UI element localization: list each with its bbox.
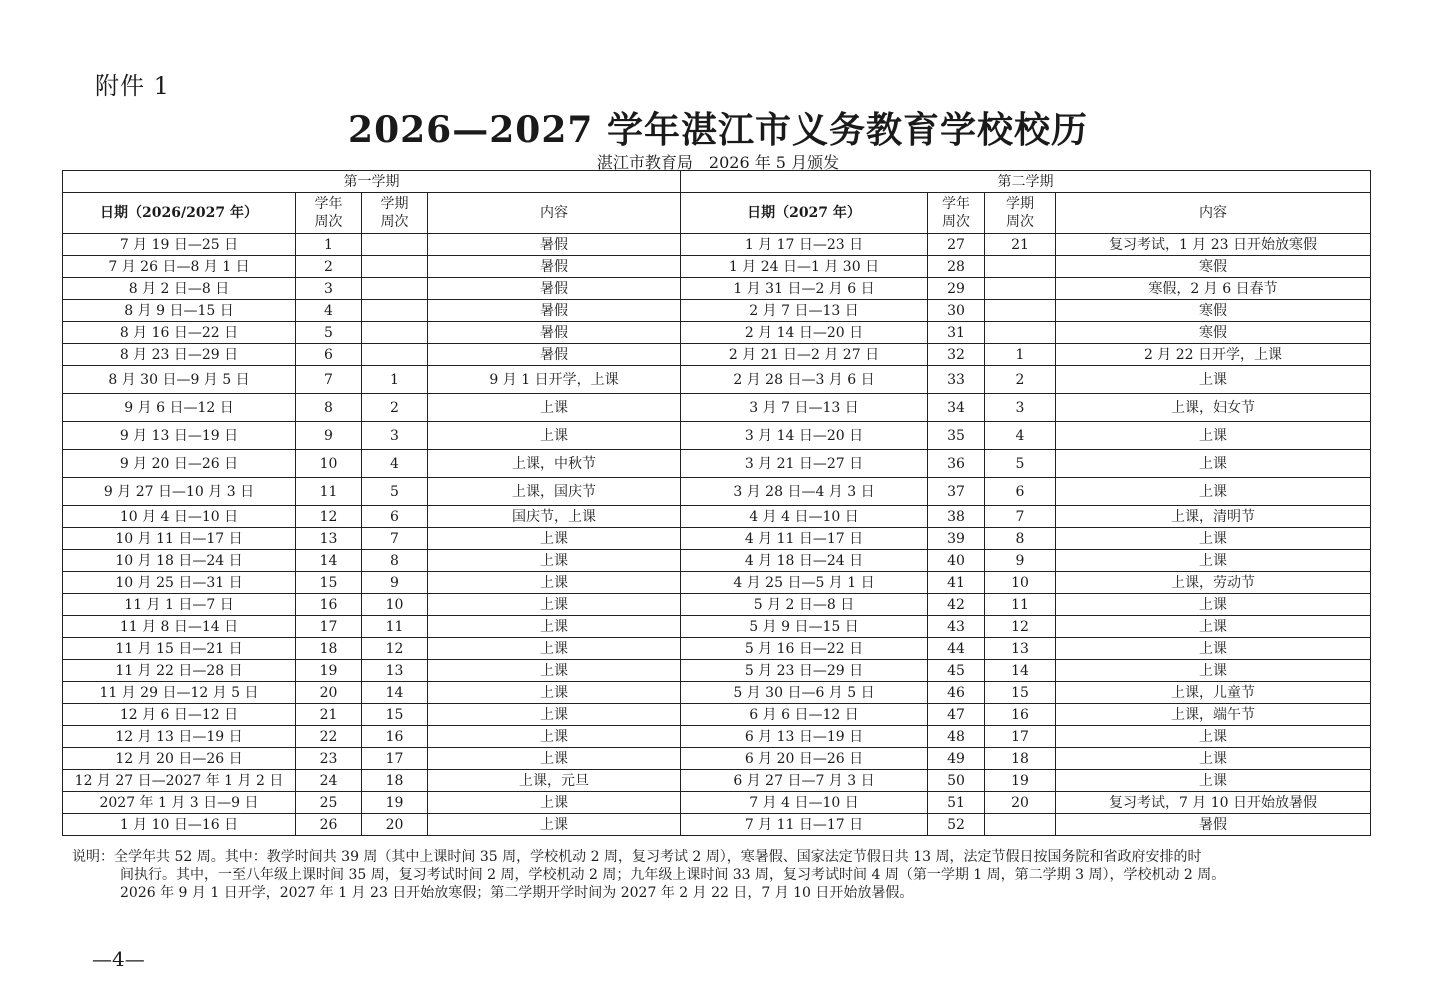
s2-date-cell: 7 月 11 日—17 日 — [681, 814, 928, 836]
s2-term-week-cell — [985, 278, 1056, 300]
s2-year-week-cell: 35 — [928, 422, 985, 450]
s2-year-week-cell: 43 — [928, 616, 985, 638]
s2-content-cell: 上课 — [1056, 528, 1371, 550]
table-row — [63, 748, 1371, 770]
s1-content-cell: 上课，中秋节 — [428, 450, 681, 478]
s2-year-week-cell: 50 — [928, 770, 985, 792]
s2-term-week-header: 学期周次 — [985, 193, 1056, 234]
s1-year-week-cell: 10 — [296, 450, 362, 478]
page-number: —4— — [92, 947, 145, 971]
notes-line-1: 说明：全学年共 52 周。其中：教学时间共 39 周（其中上课时间 35 周，学校机动 2 周，复习考试 2 周），寒暑假、国家法定节假日共 13 周，法定节假日按国务院和省政府安排的时 — [72, 849, 1202, 865]
s2-date-cell: 4 月 18 日—24 日 — [681, 550, 928, 572]
s1-content-cell: 上课 — [428, 726, 681, 748]
s2-term-week-cell: 7 — [985, 506, 1056, 528]
s2-year-week-cell: 27 — [928, 234, 985, 256]
s1-year-week-cell: 16 — [296, 594, 362, 616]
page-title: 2026—2027 学年湛江市义务教育学校校历 — [348, 109, 1088, 151]
s1-term-week-cell: 10 — [362, 594, 428, 616]
s2-term-week-cell: 8 — [985, 528, 1056, 550]
s1-year-week-cell: 19 — [296, 660, 362, 682]
s2-date-cell: 1 月 17 日—23 日 — [681, 234, 928, 256]
s2-term-week-cell: 14 — [985, 660, 1056, 682]
s1-term-week-cell: 6 — [362, 506, 428, 528]
s1-date-cell: 10 月 18 日—24 日 — [63, 550, 296, 572]
s1-content-cell: 上课 — [428, 528, 681, 550]
s1-term-week-cell — [362, 322, 428, 344]
s2-date-cell: 4 月 11 日—17 日 — [681, 528, 928, 550]
s1-year-week-cell: 14 — [296, 550, 362, 572]
s1-content-cell: 暑假 — [428, 234, 681, 256]
s2-year-week-cell: 28 — [928, 256, 985, 278]
s1-date-cell: 11 月 22 日—28 日 — [63, 660, 296, 682]
s1-year-week-cell: 24 — [296, 770, 362, 792]
s1-content-cell: 暑假 — [428, 322, 681, 344]
s2-content-cell: 上课 — [1056, 422, 1371, 450]
s1-year-week-cell: 22 — [296, 726, 362, 748]
s1-year-week-cell: 2 — [296, 256, 362, 278]
s2-year-week-cell: 30 — [928, 300, 985, 322]
s2-content-cell: 上课 — [1056, 726, 1371, 748]
s2-year-week-header: 学年周次 — [928, 193, 985, 234]
semester2-header: 第二学期 — [681, 171, 1371, 193]
s2-year-week-cell: 29 — [928, 278, 985, 300]
s1-content-cell: 上课 — [428, 616, 681, 638]
issuer-line: 湛江市教育局 2026 年 5 月颁发 — [596, 153, 840, 172]
s1-date-cell: 12 月 6 日—12 日 — [63, 704, 296, 726]
s1-content-cell: 暑假 — [428, 278, 681, 300]
s1-content-cell: 上课 — [428, 792, 681, 814]
s1-date-cell: 12 月 20 日—26 日 — [63, 748, 296, 770]
s1-year-week-cell: 15 — [296, 572, 362, 594]
notes — [72, 848, 1362, 902]
s2-year-week-cell: 44 — [928, 638, 985, 660]
table-row — [63, 572, 1371, 594]
table-row — [63, 394, 1371, 422]
table-row — [63, 528, 1371, 550]
s1-year-week-cell: 9 — [296, 422, 362, 450]
s1-content-cell: 上课 — [428, 394, 681, 422]
s1-date-cell: 11 月 29 日—12 月 5 日 — [63, 682, 296, 704]
s1-term-week-cell: 5 — [362, 478, 428, 506]
s1-term-week-header: 学期周次 — [362, 193, 428, 234]
s2-content-cell: 上课 — [1056, 366, 1371, 394]
s2-year-week-cell: 40 — [928, 550, 985, 572]
s1-year-week-cell: 21 — [296, 704, 362, 726]
s1-term-week-cell: 13 — [362, 660, 428, 682]
s2-year-week-cell: 52 — [928, 814, 985, 836]
s2-year-week-cell: 33 — [928, 366, 985, 394]
s1-year-week-cell: 17 — [296, 616, 362, 638]
table-row — [63, 278, 1371, 300]
s2-content-cell: 上课，劳动节 — [1056, 572, 1371, 594]
school-calendar-table — [62, 170, 1371, 836]
s2-content-cell: 2 月 22 日开学，上课 — [1056, 344, 1371, 366]
attachment-label: 附件 1 — [95, 72, 170, 100]
s2-year-week-cell: 34 — [928, 394, 985, 422]
s2-date-cell: 2 月 21 日—2 月 27 日 — [681, 344, 928, 366]
s2-year-week-cell: 32 — [928, 344, 985, 366]
s1-year-week-cell: 26 — [296, 814, 362, 836]
s2-date-cell: 5 月 2 日—8 日 — [681, 594, 928, 616]
s1-term-week-cell — [362, 234, 428, 256]
table-row — [63, 422, 1371, 450]
s1-content-cell: 暑假 — [428, 300, 681, 322]
s2-date-header: 日期（2027 年） — [681, 193, 928, 234]
table-row — [63, 450, 1371, 478]
s1-content-cell: 上课 — [428, 748, 681, 770]
s2-date-cell: 2 月 14 日—20 日 — [681, 322, 928, 344]
s1-term-week-cell: 12 — [362, 638, 428, 660]
s2-term-week-cell — [985, 300, 1056, 322]
s1-date-cell: 8 月 30 日—9 月 5 日 — [63, 366, 296, 394]
s2-content-cell: 上课 — [1056, 550, 1371, 572]
s1-date-cell: 8 月 23 日—29 日 — [63, 344, 296, 366]
s1-term-week-cell: 18 — [362, 770, 428, 792]
s2-date-cell: 6 月 27 日—7 月 3 日 — [681, 770, 928, 792]
s1-content-cell: 上课 — [428, 660, 681, 682]
s2-date-cell: 3 月 7 日—13 日 — [681, 394, 928, 422]
s2-term-week-cell: 3 — [985, 394, 1056, 422]
s2-year-week-cell: 41 — [928, 572, 985, 594]
s1-term-week-cell: 1 — [362, 366, 428, 394]
s2-content-cell: 上课 — [1056, 594, 1371, 616]
s1-year-week-cell: 13 — [296, 528, 362, 550]
s1-content-cell: 上课，元旦 — [428, 770, 681, 792]
s1-date-cell: 1 月 10 日—16 日 — [63, 814, 296, 836]
s1-date-cell: 9 月 13 日—19 日 — [63, 422, 296, 450]
s1-year-week-cell: 11 — [296, 478, 362, 506]
s2-content-cell: 暑假 — [1056, 814, 1371, 836]
s2-year-week-cell: 37 — [928, 478, 985, 506]
s1-date-cell: 9 月 6 日—12 日 — [63, 394, 296, 422]
s2-content-cell: 上课 — [1056, 770, 1371, 792]
s2-content-cell: 寒假，2 月 6 日春节 — [1056, 278, 1371, 300]
s2-year-week-cell: 38 — [928, 506, 985, 528]
s1-content-cell: 上课 — [428, 682, 681, 704]
s1-content-cell: 暑假 — [428, 256, 681, 278]
s2-content-cell: 上课 — [1056, 450, 1371, 478]
s2-content-cell: 上课 — [1056, 660, 1371, 682]
s2-term-week-cell — [985, 256, 1056, 278]
table-row — [63, 322, 1371, 344]
s2-year-week-cell: 45 — [928, 660, 985, 682]
s1-term-week-cell: 2 — [362, 394, 428, 422]
s1-content-cell: 上课 — [428, 572, 681, 594]
notes-line-3: 2026 年 9 月 1 日开学，2027 年 1 月 23 日开始放寒假；第二学期开学时间为 2027 年 2 月 22 日，7 月 10 日开始放暑假。 — [120, 885, 914, 901]
table-row — [63, 366, 1371, 394]
s2-date-cell: 3 月 21 日—27 日 — [681, 450, 928, 478]
s1-term-week-cell — [362, 300, 428, 322]
table-row — [63, 344, 1371, 366]
s2-date-cell: 6 月 20 日—26 日 — [681, 748, 928, 770]
s2-date-cell: 1 月 24 日—1 月 30 日 — [681, 256, 928, 278]
s2-date-cell: 6 月 6 日—12 日 — [681, 704, 928, 726]
s1-date-cell: 9 月 27 日—10 月 3 日 — [63, 478, 296, 506]
s1-year-week-cell: 20 — [296, 682, 362, 704]
s2-term-week-cell: 12 — [985, 616, 1056, 638]
calendar-rows — [63, 234, 1371, 836]
s2-term-week-cell: 2 — [985, 366, 1056, 394]
s2-content-cell: 上课，清明节 — [1056, 506, 1371, 528]
s1-date-cell: 7 月 19 日—25 日 — [63, 234, 296, 256]
s1-year-week-cell: 12 — [296, 506, 362, 528]
s2-term-week-cell: 17 — [985, 726, 1056, 748]
s1-term-week-cell: 3 — [362, 422, 428, 450]
s2-date-cell: 2 月 7 日—13 日 — [681, 300, 928, 322]
s2-date-cell: 5 月 23 日—29 日 — [681, 660, 928, 682]
s1-date-cell: 2027 年 1 月 3 日—9 日 — [63, 792, 296, 814]
table-row — [63, 594, 1371, 616]
table-row — [63, 256, 1371, 278]
s1-term-week-cell: 17 — [362, 748, 428, 770]
s1-term-week-cell: 19 — [362, 792, 428, 814]
s1-year-week-cell: 6 — [296, 344, 362, 366]
s1-year-week-cell: 23 — [296, 748, 362, 770]
s2-term-week-cell: 4 — [985, 422, 1056, 450]
s2-content-header: 内容 — [1056, 193, 1371, 234]
s1-date-cell: 11 月 8 日—14 日 — [63, 616, 296, 638]
s1-content-cell: 国庆节，上课 — [428, 506, 681, 528]
s2-content-cell: 寒假 — [1056, 300, 1371, 322]
s1-term-week-cell — [362, 256, 428, 278]
s1-date-cell: 9 月 20 日—26 日 — [63, 450, 296, 478]
s1-term-week-cell: 16 — [362, 726, 428, 748]
table-row — [63, 478, 1371, 506]
s2-content-cell: 复习考试，1 月 23 日开始放寒假 — [1056, 234, 1371, 256]
table-row — [63, 704, 1371, 726]
s2-date-cell: 2 月 28 日—3 月 6 日 — [681, 366, 928, 394]
table-row — [63, 300, 1371, 322]
s2-term-week-cell — [985, 814, 1056, 836]
s1-date-cell: 8 月 16 日—22 日 — [63, 322, 296, 344]
s2-term-week-cell: 18 — [985, 748, 1056, 770]
s1-date-header: 日期（2026/2027 年） — [63, 193, 296, 234]
s2-term-week-cell: 19 — [985, 770, 1056, 792]
s2-date-cell: 5 月 9 日—15 日 — [681, 616, 928, 638]
s1-date-cell: 10 月 4 日—10 日 — [63, 506, 296, 528]
table-row — [63, 726, 1371, 748]
s2-year-week-cell: 49 — [928, 748, 985, 770]
s1-date-cell: 8 月 9 日—15 日 — [63, 300, 296, 322]
s1-content-cell: 上课 — [428, 594, 681, 616]
s1-term-week-cell — [362, 278, 428, 300]
s2-date-cell: 3 月 28 日—4 月 3 日 — [681, 478, 928, 506]
s1-date-cell: 10 月 25 日—31 日 — [63, 572, 296, 594]
table-row — [63, 792, 1371, 814]
s1-year-week-header: 学年周次 — [296, 193, 362, 234]
s2-date-cell: 7 月 4 日—10 日 — [681, 792, 928, 814]
s1-year-week-cell: 25 — [296, 792, 362, 814]
s2-content-cell: 复习考试，7 月 10 日开始放暑假 — [1056, 792, 1371, 814]
s1-content-cell: 暑假 — [428, 344, 681, 366]
s2-term-week-cell: 9 — [985, 550, 1056, 572]
s2-year-week-cell: 51 — [928, 792, 985, 814]
s2-date-cell: 1 月 31 日—2 月 6 日 — [681, 278, 928, 300]
s1-content-cell: 上课 — [428, 550, 681, 572]
s1-term-week-cell: 7 — [362, 528, 428, 550]
s2-content-cell: 上课 — [1056, 616, 1371, 638]
s2-term-week-cell: 6 — [985, 478, 1056, 506]
s2-content-cell: 上课 — [1056, 748, 1371, 770]
s2-content-cell: 寒假 — [1056, 322, 1371, 344]
s1-year-week-cell: 7 — [296, 366, 362, 394]
s2-term-week-cell: 10 — [985, 572, 1056, 594]
table-row — [63, 682, 1371, 704]
table-row — [63, 770, 1371, 792]
table-row — [63, 638, 1371, 660]
s1-year-week-cell: 4 — [296, 300, 362, 322]
s2-term-week-cell: 1 — [985, 344, 1056, 366]
s2-year-week-cell: 48 — [928, 726, 985, 748]
s1-term-week-cell: 15 — [362, 704, 428, 726]
s1-term-week-cell: 9 — [362, 572, 428, 594]
s2-content-cell: 上课，儿童节 — [1056, 682, 1371, 704]
table-row — [63, 506, 1371, 528]
s2-date-cell: 4 月 4 日—10 日 — [681, 506, 928, 528]
s2-term-week-cell: 20 — [985, 792, 1056, 814]
s1-content-cell: 上课，国庆节 — [428, 478, 681, 506]
s1-term-week-cell: 11 — [362, 616, 428, 638]
s2-content-cell: 上课，端午节 — [1056, 704, 1371, 726]
s1-date-cell: 11 月 1 日—7 日 — [63, 594, 296, 616]
s2-year-week-cell: 47 — [928, 704, 985, 726]
s2-year-week-cell: 36 — [928, 450, 985, 478]
s1-date-cell: 12 月 13 日—19 日 — [63, 726, 296, 748]
s1-year-week-cell: 5 — [296, 322, 362, 344]
s1-term-week-cell: 20 — [362, 814, 428, 836]
s2-term-week-cell: 16 — [985, 704, 1056, 726]
s2-date-cell: 6 月 13 日—19 日 — [681, 726, 928, 748]
s1-content-cell: 9 月 1 日开学，上课 — [428, 366, 681, 394]
s1-year-week-cell: 8 — [296, 394, 362, 422]
notes-line-2: 间执行。其中，一至八年级上课时间 35 周，复习考试时间 2 周，学校机动 2 周；九年级上课时间 33 周，复习考试时间 4 周（第一学期 1 周，第二学期 3 周），学校机动 2 周。 — [120, 867, 1226, 883]
s2-date-cell: 5 月 16 日—22 日 — [681, 638, 928, 660]
s2-year-week-cell: 39 — [928, 528, 985, 550]
s1-content-cell: 上课 — [428, 422, 681, 450]
s1-date-cell: 12 月 27 日—2027 年 1 月 2 日 — [63, 770, 296, 792]
s2-year-week-cell: 31 — [928, 322, 985, 344]
s2-term-week-cell: 21 — [985, 234, 1056, 256]
s1-year-week-cell: 18 — [296, 638, 362, 660]
table-row — [63, 550, 1371, 572]
s1-date-cell: 11 月 15 日—21 日 — [63, 638, 296, 660]
s2-term-week-cell: 11 — [985, 594, 1056, 616]
table-row — [63, 660, 1371, 682]
s2-content-cell: 上课 — [1056, 478, 1371, 506]
s1-content-cell: 上课 — [428, 814, 681, 836]
s2-term-week-cell: 15 — [985, 682, 1056, 704]
s1-term-week-cell: 8 — [362, 550, 428, 572]
s1-year-week-cell: 1 — [296, 234, 362, 256]
table-row — [63, 814, 1371, 836]
table-row — [63, 616, 1371, 638]
s2-date-cell: 4 月 25 日—5 月 1 日 — [681, 572, 928, 594]
s1-term-week-cell: 14 — [362, 682, 428, 704]
s2-content-cell: 寒假 — [1056, 256, 1371, 278]
s2-date-cell: 5 月 30 日—6 月 5 日 — [681, 682, 928, 704]
s1-year-week-cell: 3 — [296, 278, 362, 300]
s1-content-cell: 上课 — [428, 638, 681, 660]
s2-content-cell: 上课，妇女节 — [1056, 394, 1371, 422]
semester1-header: 第一学期 — [63, 171, 681, 193]
s1-date-cell: 10 月 11 日—17 日 — [63, 528, 296, 550]
s2-year-week-cell: 42 — [928, 594, 985, 616]
s1-content-cell: 上课 — [428, 704, 681, 726]
s2-term-week-cell — [985, 322, 1056, 344]
s2-year-week-cell: 46 — [928, 682, 985, 704]
s1-date-cell: 8 月 2 日—8 日 — [63, 278, 296, 300]
s1-term-week-cell: 4 — [362, 450, 428, 478]
s1-term-week-cell — [362, 344, 428, 366]
s2-term-week-cell: 13 — [985, 638, 1056, 660]
s2-content-cell: 上课 — [1056, 638, 1371, 660]
s1-date-cell: 7 月 26 日—8 月 1 日 — [63, 256, 296, 278]
s2-term-week-cell: 5 — [985, 450, 1056, 478]
table-row — [63, 234, 1371, 256]
s1-content-header: 内容 — [428, 193, 681, 234]
s2-date-cell: 3 月 14 日—20 日 — [681, 422, 928, 450]
